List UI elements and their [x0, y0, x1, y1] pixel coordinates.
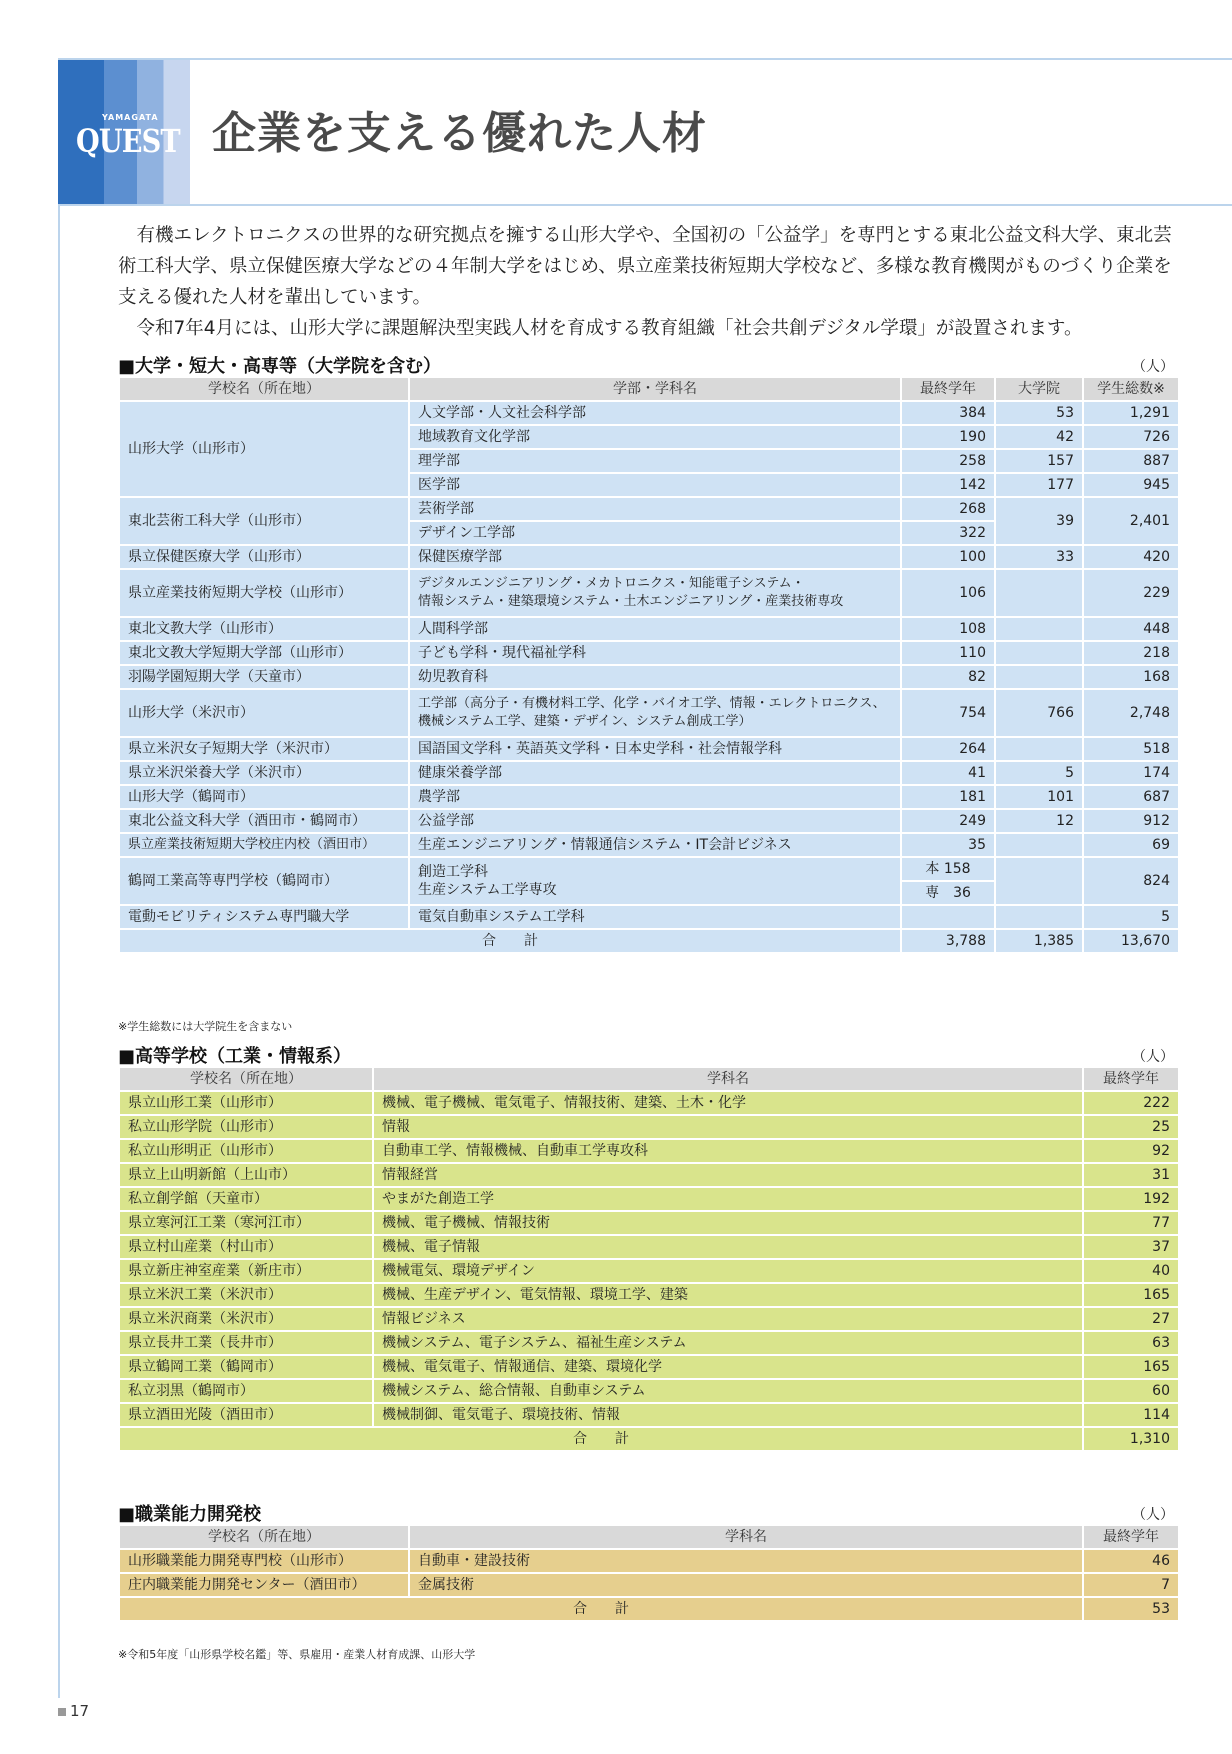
- title-rule: [58, 204, 1232, 206]
- voc-header-row: [119, 1525, 1179, 1549]
- total: 420: [1083, 545, 1179, 569]
- high-unit: （人）: [1132, 1049, 1174, 1065]
- source-note: ※令和5年度「山形県学校名鑑」等、県雇用・産業人材育成課、山形大学: [118, 1648, 476, 1661]
- col-grad: 大学院: [995, 377, 1083, 401]
- table-row: [119, 1573, 1179, 1597]
- school-name: 県立酒田光陵（酒田市）: [119, 1403, 373, 1427]
- dept-name: 機械制御、電気電子、環境技術、情報: [373, 1403, 1083, 1427]
- final-year: 114: [1083, 1403, 1179, 1427]
- final-year: 165: [1083, 1355, 1179, 1379]
- final-year: 7: [1083, 1573, 1179, 1597]
- final-year: 110: [901, 641, 995, 665]
- school-name: 県立村山産業（村山市）: [119, 1235, 373, 1259]
- grad: 39: [995, 497, 1083, 545]
- top-rule: [58, 58, 1232, 60]
- school-name: 県立産業技術短期大学校（山形市）: [119, 569, 409, 617]
- table-row: [119, 1403, 1179, 1427]
- table-row: [119, 1283, 1179, 1307]
- school-name: 山形大学（米沢市）: [119, 689, 409, 737]
- final-year: 268: [901, 497, 995, 521]
- dept-name: 機械電気、環境デザイン: [373, 1259, 1083, 1283]
- col-final-year: 最終学年: [901, 377, 995, 401]
- grad: [995, 665, 1083, 689]
- grad: 42: [995, 425, 1083, 449]
- dept-name: 電気自動車システム工学科: [409, 905, 901, 929]
- dept-name: 機械、生産デザイン、電気情報、環境工学、建築: [373, 1283, 1083, 1307]
- final-year: 37: [1083, 1235, 1179, 1259]
- dept-name: 人間科学部: [409, 617, 901, 641]
- table-row: [119, 617, 1179, 641]
- voc-heading: ■職業能力開発校: [118, 1504, 262, 1525]
- school-name: 県立米沢商業（米沢市）: [119, 1307, 373, 1331]
- table-row: [119, 1549, 1179, 1573]
- dept-line: 工学部（高分子・有機材料工学、化学・バイオ工学、情報・エレクトロニクス、: [418, 696, 886, 711]
- total-all: 13,670: [1083, 929, 1179, 953]
- grad: 53: [995, 401, 1083, 425]
- grad: [995, 617, 1083, 641]
- intro-text: [118, 220, 1180, 344]
- grad: 33: [995, 545, 1083, 569]
- page-title: 企業を支える優れた人材: [212, 108, 707, 159]
- table-row: [119, 689, 1179, 737]
- yamagata-quest-logo: [58, 60, 190, 205]
- school-name: 県立上山明新館（上山市）: [119, 1163, 373, 1187]
- school-name: 鶴岡工業高等専門学校（鶴岡市）: [119, 857, 409, 905]
- final-year: 本 158: [901, 857, 995, 881]
- table-row: [119, 665, 1179, 689]
- final-year: 63: [1083, 1331, 1179, 1355]
- grad: 157: [995, 449, 1083, 473]
- grad: [995, 833, 1083, 857]
- dept-name: 機械、電気電子、情報通信、建築、環境化学: [373, 1355, 1083, 1379]
- logo-small-text: YAMAGATA: [102, 113, 159, 122]
- table-row: [119, 1355, 1179, 1379]
- total: 69: [1083, 833, 1179, 857]
- high-header-row: [119, 1067, 1179, 1091]
- dept-name: 情報経営: [373, 1163, 1083, 1187]
- school-name: 私立山形学院（山形市）: [119, 1115, 373, 1139]
- school-name: 山形大学（鶴岡市）: [119, 785, 409, 809]
- table-row: [119, 1259, 1179, 1283]
- final-year: 40: [1083, 1259, 1179, 1283]
- total-final-year: 3,788: [901, 929, 995, 953]
- school-name: 山形職業能力開発専門校（山形市）: [119, 1549, 409, 1573]
- table-row: [119, 641, 1179, 665]
- table-row: [119, 761, 1179, 785]
- dept-name: [409, 569, 901, 617]
- total: 1,291: [1083, 401, 1179, 425]
- table-row: [119, 1091, 1179, 1115]
- page-marker-icon: [58, 1708, 66, 1716]
- table-row: [119, 1115, 1179, 1139]
- total: 5: [1083, 905, 1179, 929]
- total-row: [119, 1427, 1179, 1451]
- total: 229: [1083, 569, 1179, 617]
- school-name: 東北文教大学（山形市）: [119, 617, 409, 641]
- dept-line: 創造工学科: [418, 864, 488, 880]
- table-row: [119, 737, 1179, 761]
- total: 2,401: [1083, 497, 1179, 545]
- high-body: [119, 1091, 1179, 1427]
- grad: 12: [995, 809, 1083, 833]
- grad: 177: [995, 473, 1083, 497]
- univ-table: [118, 376, 1180, 954]
- table-row: [119, 1331, 1179, 1355]
- dept-name: 医学部: [409, 473, 901, 497]
- school-name: 県立長井工業（長井市）: [119, 1331, 373, 1355]
- grad: 5: [995, 761, 1083, 785]
- total: 945: [1083, 473, 1179, 497]
- school-name: 山形大学（山形市）: [119, 401, 409, 497]
- final-year: 264: [901, 737, 995, 761]
- table-row: [119, 785, 1179, 809]
- table-row: [119, 809, 1179, 833]
- final-year: 92: [1083, 1139, 1179, 1163]
- school-name: 県立産業技術短期大学校庄内校（酒田市）: [119, 833, 409, 857]
- dept-name: やまがた創造工学: [373, 1187, 1083, 1211]
- total: 687: [1083, 785, 1179, 809]
- total-label: 合 計: [119, 929, 901, 953]
- col-final-year: 最終学年: [1083, 1525, 1179, 1549]
- final-year: 249: [901, 809, 995, 833]
- final-year: 142: [901, 473, 995, 497]
- school-name: 東北公益文科大学（酒田市・鶴岡市）: [119, 809, 409, 833]
- school-name: 電動モビリティシステム専門職大学: [119, 905, 409, 929]
- school-name: 私立羽黒（鶴岡市）: [119, 1379, 373, 1403]
- total: 218: [1083, 641, 1179, 665]
- total: 912: [1083, 809, 1179, 833]
- total: 168: [1083, 665, 1179, 689]
- dept-line: 生産システム工学専攻: [418, 882, 557, 898]
- col-school: 学校名（所在地）: [119, 377, 409, 401]
- dept-name: 機械、電子機械、情報技術: [373, 1211, 1083, 1235]
- school-name: 県立寒河江工業（寒河江市）: [119, 1211, 373, 1235]
- total: 448: [1083, 617, 1179, 641]
- final-year: 222: [1083, 1091, 1179, 1115]
- univ-heading: ■大学・短大・高専等（大学院を含む）: [118, 356, 442, 377]
- high-table: [118, 1066, 1180, 1452]
- grad: 101: [995, 785, 1083, 809]
- table-row: [119, 1379, 1179, 1403]
- school-name: 県立保健医療大学（山形市）: [119, 545, 409, 569]
- final-year: 100: [901, 545, 995, 569]
- col-final-year: 最終学年: [1083, 1067, 1179, 1091]
- final-year: 41: [901, 761, 995, 785]
- final-year: 384: [901, 401, 995, 425]
- final-year: 165: [1083, 1283, 1179, 1307]
- dept-line: デジタルエンジニアリング・メカトロニクス・知能電子システム・: [418, 576, 805, 591]
- dept-name: 子ども学科・現代福祉学科: [409, 641, 901, 665]
- final-year: 322: [901, 521, 995, 545]
- school-name: 県立米沢工業（米沢市）: [119, 1283, 373, 1307]
- dept-name: 農学部: [409, 785, 901, 809]
- final-year: 専 36: [901, 881, 995, 905]
- table-row: [119, 1163, 1179, 1187]
- final-year: 46: [1083, 1549, 1179, 1573]
- final-year: 192: [1083, 1187, 1179, 1211]
- school-name: 東北芸術工科大学（山形市）: [119, 497, 409, 545]
- page-number: [58, 1702, 89, 1720]
- voc-table: [118, 1524, 1180, 1622]
- logo-big-text: QUEST: [76, 122, 180, 160]
- school-name: 県立米沢女子短期大学（米沢市）: [119, 737, 409, 761]
- total-row: [119, 929, 1179, 953]
- intro-paragraph-2: 令和7年4月には、山形大学に課題解決型実践人材を育成する教育組織「社会共創デジタル学環」が設置されます。: [136, 318, 1083, 339]
- final-year: 27: [1083, 1307, 1179, 1331]
- total: 726: [1083, 425, 1179, 449]
- left-rule: [58, 58, 60, 1698]
- final-year: [901, 905, 995, 929]
- dept-name: 機械、電子機械、電気電子、情報技術、建築、土木・化学: [373, 1091, 1083, 1115]
- dept-name: 機械システム、総合情報、自動車システム: [373, 1379, 1083, 1403]
- total-final-year: 1,310: [1083, 1427, 1179, 1451]
- table-row: [119, 1211, 1179, 1235]
- total: 174: [1083, 761, 1179, 785]
- col-total: 学生総数※: [1083, 377, 1179, 401]
- dept-name: 健康栄養学部: [409, 761, 901, 785]
- dept-name: 国語国文学科・英語英文学科・日本史学科・社会情報学科: [409, 737, 901, 761]
- dept-name: 公益学部: [409, 809, 901, 833]
- dept-name: 理学部: [409, 449, 901, 473]
- total: 518: [1083, 737, 1179, 761]
- final-year: 82: [901, 665, 995, 689]
- table-row: [119, 1235, 1179, 1259]
- grad: [995, 737, 1083, 761]
- final-year: 60: [1083, 1379, 1179, 1403]
- dept-name: 生産エンジニアリング・情報通信システム・IT会計ビジネス: [409, 833, 901, 857]
- school-name: 羽陽学園短期大学（天童市）: [119, 665, 409, 689]
- table-row: [119, 1139, 1179, 1163]
- dept-name: 保健医療学部: [409, 545, 901, 569]
- final-year: 181: [901, 785, 995, 809]
- dept-name: デザイン工学部: [409, 521, 901, 545]
- final-year: 106: [901, 569, 995, 617]
- grad: 766: [995, 689, 1083, 737]
- voc-unit: （人）: [1132, 1507, 1174, 1523]
- school-name: 私立山形明正（山形市）: [119, 1139, 373, 1163]
- school-name: 庄内職業能力開発センター（酒田市）: [119, 1573, 409, 1597]
- total-label: 合 計: [119, 1597, 1083, 1621]
- final-year: 77: [1083, 1211, 1179, 1235]
- dept-name: 自動車工学、情報機械、自動車工学専攻科: [373, 1139, 1083, 1163]
- dept-name: 幼児教育科: [409, 665, 901, 689]
- dept-name: [409, 857, 901, 905]
- table-row: [119, 833, 1179, 857]
- total-grad: 1,385: [995, 929, 1083, 953]
- high-heading: ■高等学校（工業・情報系）: [118, 1046, 352, 1067]
- school-name: 県立鶴岡工業（鶴岡市）: [119, 1355, 373, 1379]
- grad: [995, 641, 1083, 665]
- col-school: 学校名（所在地）: [119, 1525, 409, 1549]
- col-dept: 学科名: [373, 1067, 1083, 1091]
- dept-name: 地域教育文化学部: [409, 425, 901, 449]
- school-name: 県立山形工業（山形市）: [119, 1091, 373, 1115]
- col-dept: 学部・学科名: [409, 377, 901, 401]
- table-row: [119, 497, 1179, 521]
- final-year: 754: [901, 689, 995, 737]
- intro-paragraph-1: 有機エレクトロニクスの世界的な研究拠点を擁する山形大学や、全国初の「公益学」を専門とする東北公益文科大学、東北芸術工科大学、県立保健医療大学などの４年制大学をはじめ、県立産業技術短期大学校など、多様な教育機関がものづくり企業を支える優れた人材を輩出しています。: [118, 225, 1172, 308]
- dept-name: [409, 689, 901, 737]
- grad: [995, 857, 1083, 905]
- dept-name: 機械、電子情報: [373, 1235, 1083, 1259]
- dept-line: 情報システム・建築環境システム・土木エンジニアリング・産業技術専攻: [418, 594, 844, 609]
- dept-name: 情報ビジネス: [373, 1307, 1083, 1331]
- dept-name: 自動車・建設技術: [409, 1549, 1083, 1573]
- dept-name: 情報: [373, 1115, 1083, 1139]
- table-row: [119, 545, 1179, 569]
- grad: [995, 569, 1083, 617]
- final-year: 108: [901, 617, 995, 641]
- dept-line: 機械システム工学、建築・デザイン、システム創成工学）: [418, 714, 752, 729]
- total-row: [119, 1597, 1179, 1621]
- school-name: 私立創学館（天童市）: [119, 1187, 373, 1211]
- table-row: [119, 857, 1179, 881]
- dept-name: 機械システム、電子システム、福祉生産システム: [373, 1331, 1083, 1355]
- table-row: [119, 1307, 1179, 1331]
- univ-note: ※学生総数には大学院生を含まない: [118, 1020, 293, 1033]
- school-name: 県立新庄神室産業（新庄市）: [119, 1259, 373, 1283]
- total: 824: [1083, 857, 1179, 905]
- dept-name: 人文学部・人文社会科学部: [409, 401, 901, 425]
- total: 887: [1083, 449, 1179, 473]
- page-number-text: 17: [70, 1702, 90, 1720]
- final-year: 190: [901, 425, 995, 449]
- final-year: 258: [901, 449, 995, 473]
- table-row: [119, 1187, 1179, 1211]
- dept-name: 芸術学部: [409, 497, 901, 521]
- school-name: 県立米沢栄養大学（米沢市）: [119, 761, 409, 785]
- table-row: [119, 401, 1179, 425]
- univ-header-row: [119, 377, 1179, 401]
- total-label: 合 計: [119, 1427, 1083, 1451]
- total-final-year: 53: [1083, 1597, 1179, 1621]
- school-name: 東北文教大学短期大学部（山形市）: [119, 641, 409, 665]
- total: 2,748: [1083, 689, 1179, 737]
- dept-name: 金属技術: [409, 1573, 1083, 1597]
- grad: [995, 905, 1083, 929]
- table-row: [119, 569, 1179, 617]
- final-year: 25: [1083, 1115, 1179, 1139]
- univ-unit: （人）: [1132, 359, 1174, 375]
- table-row: [119, 905, 1179, 929]
- final-year: 35: [901, 833, 995, 857]
- final-year: 31: [1083, 1163, 1179, 1187]
- col-school: 学校名（所在地）: [119, 1067, 373, 1091]
- col-dept: 学科名: [409, 1525, 1083, 1549]
